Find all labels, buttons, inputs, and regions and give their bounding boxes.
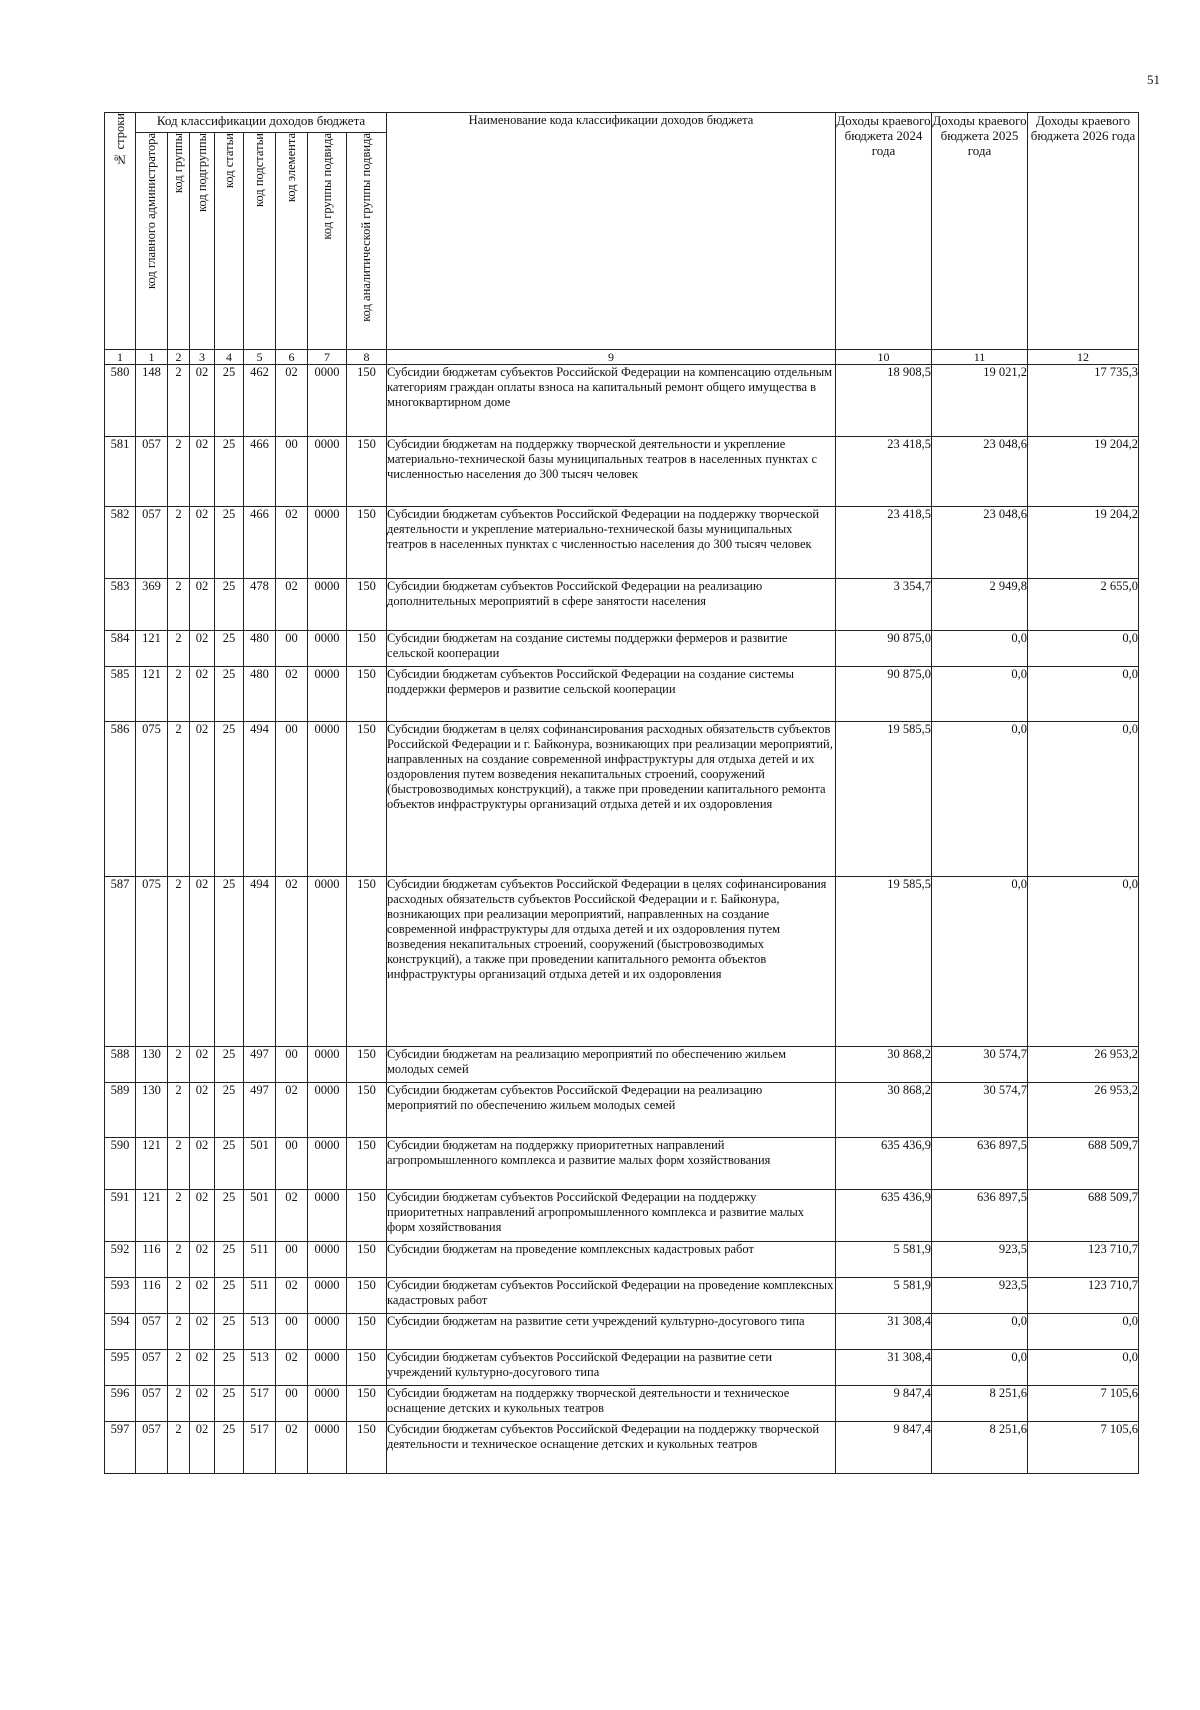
admin-code-cell: 369 — [136, 579, 168, 631]
subarticle-code-cell: 466 — [244, 437, 276, 507]
group-code-cell: 2 — [168, 667, 190, 722]
income-2025-cell: 23 048,6 — [932, 437, 1028, 507]
name-cell: Субсидии бюджетам на реализацию мероприятий по обеспечению жильем молодых семей — [387, 1047, 836, 1083]
article-code-cell: 25 — [215, 1083, 244, 1138]
group-code-cell: 2 — [168, 579, 190, 631]
income-2024-cell: 19 585,5 — [836, 722, 932, 877]
article-code-cell: 25 — [215, 1386, 244, 1422]
admin-code-cell: 116 — [136, 1242, 168, 1278]
analytic-group-code-header: код аналитической группы подвида — [347, 133, 387, 350]
subtype-group-code-cell: 0000 — [308, 1047, 347, 1083]
subgroup-code-cell: 02 — [190, 1422, 215, 1474]
subtype-group-code-cell: 0000 — [308, 1386, 347, 1422]
row-number-cell: 591 — [105, 1190, 136, 1242]
admin-code-cell: 121 — [136, 1138, 168, 1190]
table-row — [105, 1242, 1139, 1278]
income-2025-cell: 0,0 — [932, 1350, 1028, 1386]
income-2025-cell: 23 048,6 — [932, 507, 1028, 579]
income-2026-cell: 0,0 — [1028, 667, 1139, 722]
subgroup-code-cell: 02 — [190, 1350, 215, 1386]
table-row — [105, 1386, 1139, 1422]
name-cell: Субсидии бюджетам на поддержку творческой деятельности и укрепление материально-технической базы муниципальных театров в населенных пунктах с численностью населения до 300 тысяч человек — [387, 437, 836, 507]
subtype-group-code-cell: 0000 — [308, 722, 347, 877]
table-row — [105, 1350, 1139, 1386]
analytic-group-code-cell: 150 — [347, 365, 387, 437]
header-row-1 — [105, 113, 1139, 133]
element-code-header: код элемента — [276, 133, 308, 350]
element-code-cell: 02 — [276, 1083, 308, 1138]
column-number: 1 — [136, 350, 168, 365]
column-number: 4 — [215, 350, 244, 365]
name-cell: Субсидии бюджетам субъектов Российской Федерации на реализацию мероприятий по обеспечению жильем молодых семей — [387, 1083, 836, 1138]
column-number: 12 — [1028, 350, 1139, 365]
table-row — [105, 1278, 1139, 1314]
element-code-cell: 00 — [276, 722, 308, 877]
income-2026-header: Доходы краевого бюджета 2026 года — [1028, 113, 1139, 350]
admin-code-cell: 057 — [136, 1422, 168, 1474]
subgroup-code-cell: 02 — [190, 667, 215, 722]
income-2024-cell: 23 418,5 — [836, 507, 932, 579]
row-number-cell: 580 — [105, 365, 136, 437]
income-2026-cell: 7 105,6 — [1028, 1386, 1139, 1422]
subarticle-code-cell: 494 — [244, 722, 276, 877]
group-code-cell: 2 — [168, 722, 190, 877]
row-number-cell: 589 — [105, 1083, 136, 1138]
subgroup-code-cell: 02 — [190, 365, 215, 437]
income-2026-cell: 0,0 — [1028, 722, 1139, 877]
income-2024-cell: 30 868,2 — [836, 1083, 932, 1138]
group-code-cell: 2 — [168, 1242, 190, 1278]
row-number-cell: 585 — [105, 667, 136, 722]
admin-code-cell: 121 — [136, 1190, 168, 1242]
table-row — [105, 877, 1139, 1047]
subgroup-code-cell: 02 — [190, 722, 215, 877]
article-code-cell: 25 — [215, 1278, 244, 1314]
element-code-cell: 00 — [276, 1242, 308, 1278]
group-code-cell: 2 — [168, 1314, 190, 1350]
element-code-cell: 00 — [276, 1314, 308, 1350]
income-2025-cell: 0,0 — [932, 1314, 1028, 1350]
row-number-cell: 592 — [105, 1242, 136, 1278]
column-number: 5 — [244, 350, 276, 365]
admin-code-cell: 057 — [136, 507, 168, 579]
income-2026-cell: 0,0 — [1028, 1314, 1139, 1350]
income-2024-cell: 31 308,4 — [836, 1350, 932, 1386]
name-cell: Субсидии бюджетам субъектов Российской Федерации на проведение комплексных кадастровых работ — [387, 1278, 836, 1314]
analytic-group-code-cell: 150 — [347, 667, 387, 722]
admin-code-cell: 130 — [136, 1083, 168, 1138]
column-number: 11 — [932, 350, 1028, 365]
income-2026-cell: 688 509,7 — [1028, 1190, 1139, 1242]
row-number-cell: 587 — [105, 877, 136, 1047]
income-2025-cell: 923,5 — [932, 1278, 1028, 1314]
row-number-cell: 588 — [105, 1047, 136, 1083]
subgroup-code-cell: 02 — [190, 1047, 215, 1083]
element-code-cell: 02 — [276, 1350, 308, 1386]
group-code-cell: 2 — [168, 631, 190, 667]
subtype-group-code-cell: 0000 — [308, 1350, 347, 1386]
subtype-group-code-cell: 0000 — [308, 437, 347, 507]
group-code-cell: 2 — [168, 1278, 190, 1314]
column-number: 7 — [308, 350, 347, 365]
subarticle-code-cell: 462 — [244, 365, 276, 437]
analytic-group-code-cell: 150 — [347, 1190, 387, 1242]
article-code-cell: 25 — [215, 579, 244, 631]
analytic-group-code-cell: 150 — [347, 507, 387, 579]
income-2025-cell: 0,0 — [932, 877, 1028, 1047]
subtype-group-code-cell: 0000 — [308, 1314, 347, 1350]
analytic-group-code-cell: 150 — [347, 1386, 387, 1422]
admin-code-cell: 057 — [136, 437, 168, 507]
group-code-cell: 2 — [168, 1422, 190, 1474]
subgroup-code-cell: 02 — [190, 579, 215, 631]
income-2024-cell: 31 308,4 — [836, 1314, 932, 1350]
row-number-cell: 582 — [105, 507, 136, 579]
admin-code-header: код главного администратора — [136, 133, 168, 350]
income-2025-cell: 8 251,6 — [932, 1422, 1028, 1474]
article-code-cell: 25 — [215, 1138, 244, 1190]
group-code-cell: 2 — [168, 1083, 190, 1138]
subtype-group-code-cell: 0000 — [308, 1138, 347, 1190]
income-2025-cell: 2 949,8 — [932, 579, 1028, 631]
income-2026-cell: 123 710,7 — [1028, 1242, 1139, 1278]
subtype-group-code-cell: 0000 — [308, 1190, 347, 1242]
income-2024-cell: 19 585,5 — [836, 877, 932, 1047]
analytic-group-code-cell: 150 — [347, 1242, 387, 1278]
admin-code-cell: 075 — [136, 722, 168, 877]
subgroup-code-cell: 02 — [190, 1278, 215, 1314]
group-code-cell: 2 — [168, 365, 190, 437]
admin-code-cell: 057 — [136, 1314, 168, 1350]
group-code-cell: 2 — [168, 877, 190, 1047]
element-code-cell: 00 — [276, 1138, 308, 1190]
analytic-group-code-cell: 150 — [347, 722, 387, 877]
income-2025-header: Доходы краевого бюджета 2025 года — [932, 113, 1028, 350]
income-2024-cell: 90 875,0 — [836, 667, 932, 722]
row-number-cell: 581 — [105, 437, 136, 507]
row-number-cell: 593 — [105, 1278, 136, 1314]
income-2026-cell: 26 953,2 — [1028, 1047, 1139, 1083]
group-code-cell: 2 — [168, 1190, 190, 1242]
analytic-group-code-cell: 150 — [347, 877, 387, 1047]
page-number: 51 — [1147, 72, 1160, 87]
admin-code-cell: 121 — [136, 631, 168, 667]
name-cell: Субсидии бюджетам субъектов Российской Федерации на компенсацию отдельным категориям граждан оплаты взноса на капитальный ремонт общего имущества в многоквартирном доме — [387, 365, 836, 437]
admin-code-cell: 130 — [136, 1047, 168, 1083]
income-2026-cell: 2 655,0 — [1028, 579, 1139, 631]
analytic-group-code-cell: 150 — [347, 1047, 387, 1083]
column-number: 1 — [105, 350, 136, 365]
subarticle-code-cell: 513 — [244, 1350, 276, 1386]
element-code-cell: 02 — [276, 877, 308, 1047]
table-row — [105, 1314, 1139, 1350]
table-row — [105, 437, 1139, 507]
admin-code-cell: 148 — [136, 365, 168, 437]
subarticle-code-cell: 497 — [244, 1083, 276, 1138]
article-code-cell: 25 — [215, 437, 244, 507]
table-row — [105, 1422, 1139, 1474]
row-number-cell: 597 — [105, 1422, 136, 1474]
income-2025-cell: 636 897,5 — [932, 1138, 1028, 1190]
subgroup-code-cell: 02 — [190, 1190, 215, 1242]
article-code-cell: 25 — [215, 631, 244, 667]
table-row — [105, 1138, 1139, 1190]
admin-code-cell: 057 — [136, 1350, 168, 1386]
name-cell: Субсидии бюджетам на поддержку творческой деятельности и техническое оснащение детских и кукольных театров — [387, 1386, 836, 1422]
table-row — [105, 1083, 1139, 1138]
subarticle-code-cell: 497 — [244, 1047, 276, 1083]
income-2024-cell: 3 354,7 — [836, 579, 932, 631]
column-number: 3 — [190, 350, 215, 365]
article-code-cell: 25 — [215, 1422, 244, 1474]
name-cell: Субсидии бюджетам субъектов Российской Федерации на создание системы поддержки фермеров и развитие сельской кооперации — [387, 667, 836, 722]
income-2026-cell: 26 953,2 — [1028, 1083, 1139, 1138]
income-2024-cell: 18 908,5 — [836, 365, 932, 437]
name-cell: Субсидии бюджетам в целях софинансирования расходных обязательств субъектов Российской Федерации и г. Байконура, возникающих при реализации мероприятий, направленных на создание современной инфраструктуры для отдыха детей и их оздоровления путем возведения некапитальных строений, сооружений (быстровозводимых конструкций), а также при проведении капитального ремонта объектов инфраструктуры организаций отдыха детей и их оздоровления — [387, 722, 836, 877]
subarticle-code-cell: 466 — [244, 507, 276, 579]
income-2024-cell: 90 875,0 — [836, 631, 932, 667]
subarticle-code-cell: 501 — [244, 1138, 276, 1190]
article-code-cell: 25 — [215, 877, 244, 1047]
analytic-group-code-cell: 150 — [347, 1083, 387, 1138]
element-code-cell: 00 — [276, 1047, 308, 1083]
income-2025-cell: 30 574,7 — [932, 1047, 1028, 1083]
subgroup-code-cell: 02 — [190, 631, 215, 667]
income-2024-cell: 635 436,9 — [836, 1138, 932, 1190]
income-2025-cell: 0,0 — [932, 722, 1028, 877]
article-code-cell: 25 — [215, 1314, 244, 1350]
income-2026-cell: 17 735,3 — [1028, 365, 1139, 437]
analytic-group-code-cell: 150 — [347, 1350, 387, 1386]
element-code-cell: 00 — [276, 1386, 308, 1422]
article-code-cell: 25 — [215, 667, 244, 722]
income-2024-cell: 635 436,9 — [836, 1190, 932, 1242]
analytic-group-code-cell: 150 — [347, 1138, 387, 1190]
income-2025-cell: 636 897,5 — [932, 1190, 1028, 1242]
name-cell: Субсидии бюджетам субъектов Российской Федерации на поддержку творческой деятельности и техническое оснащение детских и кукольных театров — [387, 1422, 836, 1474]
admin-code-cell: 057 — [136, 1386, 168, 1422]
name-cell: Субсидии бюджетам на создание системы поддержки фермеров и развитие сельской кооперации — [387, 631, 836, 667]
name-cell: Субсидии бюджетам на развитие сети учреждений культурно-досугового типа — [387, 1314, 836, 1350]
column-number-row — [105, 350, 1139, 365]
income-2026-cell: 0,0 — [1028, 631, 1139, 667]
analytic-group-code-cell: 150 — [347, 437, 387, 507]
subtype-group-code-cell: 0000 — [308, 1242, 347, 1278]
row-number-cell: 583 — [105, 579, 136, 631]
subarticle-code-cell: 513 — [244, 1314, 276, 1350]
element-code-cell: 00 — [276, 631, 308, 667]
subtype-group-code-cell: 0000 — [308, 631, 347, 667]
subtype-group-code-cell: 0000 — [308, 507, 347, 579]
subtype-group-code-cell: 0000 — [308, 1083, 347, 1138]
subtype-group-code-cell: 0000 — [308, 365, 347, 437]
subarticle-code-cell: 478 — [244, 579, 276, 631]
income-2024-cell: 5 581,9 — [836, 1242, 932, 1278]
row-number-cell: 596 — [105, 1386, 136, 1422]
income-2026-cell: 0,0 — [1028, 877, 1139, 1047]
table-row — [105, 667, 1139, 722]
element-code-cell: 02 — [276, 1278, 308, 1314]
row-number-cell: 586 — [105, 722, 136, 877]
analytic-group-code-cell: 150 — [347, 1314, 387, 1350]
subtype-group-code-cell: 0000 — [308, 1422, 347, 1474]
column-number: 2 — [168, 350, 190, 365]
income-2026-cell: 0,0 — [1028, 1350, 1139, 1386]
group-code-cell: 2 — [168, 1350, 190, 1386]
income-2025-cell: 0,0 — [932, 667, 1028, 722]
income-2024-header: Доходы краевого бюджета 2024 года — [836, 113, 932, 350]
admin-code-cell: 116 — [136, 1278, 168, 1314]
article-code-cell: 25 — [215, 507, 244, 579]
name-cell: Субсидии бюджетам субъектов Российской Федерации в целях софинансирования расходных обязательств субъектов Российской Федерации и г. Байконура, возникающих при реализации мероприятий, направленных на создание современной инфраструктуры для отдыха детей и их оздоровления путем возведения некапитальных строений, сооружений (быстровозводимых конструкций), а также при проведении капитального ремонта объектов инфраструктуры организаций отдыха детей и их оздоровления — [387, 877, 836, 1047]
name-cell: Субсидии бюджетам субъектов Российской Федерации на поддержку творческой деятельности и укрепление материально-технической базы муниципальных театров в населенных пунктах с численностью населения до 300 тысяч человек — [387, 507, 836, 579]
row-number-cell: 594 — [105, 1314, 136, 1350]
income-2026-cell: 7 105,6 — [1028, 1422, 1139, 1474]
income-2026-cell: 19 204,2 — [1028, 507, 1139, 579]
subgroup-code-header: код подгруппы — [190, 133, 215, 350]
subgroup-code-cell: 02 — [190, 877, 215, 1047]
name-cell: Субсидии бюджетам на поддержку приоритетных направлений агропромышленного комплекса и развитие малых форм хозяйствования — [387, 1138, 836, 1190]
subarticle-code-cell: 494 — [244, 877, 276, 1047]
group-code-cell: 2 — [168, 437, 190, 507]
name-cell: Субсидии бюджетам на проведение комплексных кадастровых работ — [387, 1242, 836, 1278]
classification-code-header: Код классификации доходов бюджета — [136, 113, 387, 133]
column-number: 6 — [276, 350, 308, 365]
table-row — [105, 1047, 1139, 1083]
table-row — [105, 579, 1139, 631]
name-cell: Субсидии бюджетам субъектов Российской Федерации на реализацию дополнительных мероприятий в сфере занятости населения — [387, 579, 836, 631]
article-code-cell: 25 — [215, 1047, 244, 1083]
group-code-cell: 2 — [168, 1386, 190, 1422]
analytic-group-code-cell: 150 — [347, 579, 387, 631]
row-number-cell: 590 — [105, 1138, 136, 1190]
row-number-cell: 584 — [105, 631, 136, 667]
group-code-cell: 2 — [168, 1047, 190, 1083]
subarticle-code-cell: 517 — [244, 1422, 276, 1474]
article-code-cell: 25 — [215, 365, 244, 437]
element-code-cell: 00 — [276, 437, 308, 507]
analytic-group-code-cell: 150 — [347, 631, 387, 667]
subarticle-code-header: код подстатьи — [244, 133, 276, 350]
group-code-cell: 2 — [168, 507, 190, 579]
group-code-header: код группы — [168, 133, 190, 350]
admin-code-cell: 121 — [136, 667, 168, 722]
subarticle-code-cell: 511 — [244, 1242, 276, 1278]
subarticle-code-cell: 501 — [244, 1190, 276, 1242]
analytic-group-code-cell: 150 — [347, 1422, 387, 1474]
income-2024-cell: 23 418,5 — [836, 437, 932, 507]
income-2024-cell: 9 847,4 — [836, 1422, 932, 1474]
income-2025-cell: 30 574,7 — [932, 1083, 1028, 1138]
name-header: Наименование кода классификации доходов бюджета — [387, 113, 836, 350]
table-row — [105, 507, 1139, 579]
income-2024-cell: 5 581,9 — [836, 1278, 932, 1314]
subarticle-code-cell: 480 — [244, 631, 276, 667]
article-code-cell: 25 — [215, 1350, 244, 1386]
table-row — [105, 722, 1139, 877]
income-2026-cell: 19 204,2 — [1028, 437, 1139, 507]
subtype-group-code-cell: 0000 — [308, 1278, 347, 1314]
group-code-cell: 2 — [168, 1138, 190, 1190]
name-cell: Субсидии бюджетам субъектов Российской Федерации на поддержку приоритетных направлений агропромышленного комплекса и развитие малых форм хозяйствования — [387, 1190, 836, 1242]
income-2026-cell: 688 509,7 — [1028, 1138, 1139, 1190]
budget-income-table — [104, 112, 1139, 1474]
element-code-cell: 02 — [276, 1422, 308, 1474]
table-body — [105, 365, 1139, 1474]
subgroup-code-cell: 02 — [190, 1314, 215, 1350]
article-code-cell: 25 — [215, 1190, 244, 1242]
element-code-cell: 02 — [276, 667, 308, 722]
article-code-cell: 25 — [215, 1242, 244, 1278]
income-2025-cell: 923,5 — [932, 1242, 1028, 1278]
subarticle-code-cell: 480 — [244, 667, 276, 722]
subgroup-code-cell: 02 — [190, 1242, 215, 1278]
row-number-cell: 595 — [105, 1350, 136, 1386]
income-2025-cell: 0,0 — [932, 631, 1028, 667]
subgroup-code-cell: 02 — [190, 1386, 215, 1422]
name-cell: Субсидии бюджетам субъектов Российской Федерации на развитие сети учреждений культурно-досугового типа — [387, 1350, 836, 1386]
element-code-cell: 02 — [276, 507, 308, 579]
row-number-header: № строки — [105, 113, 136, 350]
subgroup-code-cell: 02 — [190, 507, 215, 579]
column-number: 10 — [836, 350, 932, 365]
subtype-group-code-header: код группы подвида — [308, 133, 347, 350]
subarticle-code-cell: 511 — [244, 1278, 276, 1314]
table-row — [105, 1190, 1139, 1242]
income-2024-cell: 9 847,4 — [836, 1386, 932, 1422]
article-code-header: код статьи — [215, 133, 244, 350]
subgroup-code-cell: 02 — [190, 1083, 215, 1138]
column-number: 8 — [347, 350, 387, 365]
subtype-group-code-cell: 0000 — [308, 877, 347, 1047]
element-code-cell: 02 — [276, 579, 308, 631]
element-code-cell: 02 — [276, 1190, 308, 1242]
analytic-group-code-cell: 150 — [347, 1278, 387, 1314]
income-2026-cell: 123 710,7 — [1028, 1278, 1139, 1314]
subtype-group-code-cell: 0000 — [308, 667, 347, 722]
column-number: 9 — [387, 350, 836, 365]
table-row — [105, 365, 1139, 437]
admin-code-cell: 075 — [136, 877, 168, 1047]
article-code-cell: 25 — [215, 722, 244, 877]
income-2025-cell: 8 251,6 — [932, 1386, 1028, 1422]
subgroup-code-cell: 02 — [190, 1138, 215, 1190]
income-2025-cell: 19 021,2 — [932, 365, 1028, 437]
income-2024-cell: 30 868,2 — [836, 1047, 932, 1083]
subtype-group-code-cell: 0000 — [308, 579, 347, 631]
subarticle-code-cell: 517 — [244, 1386, 276, 1422]
subgroup-code-cell: 02 — [190, 437, 215, 507]
element-code-cell: 02 — [276, 365, 308, 437]
table-row — [105, 631, 1139, 667]
